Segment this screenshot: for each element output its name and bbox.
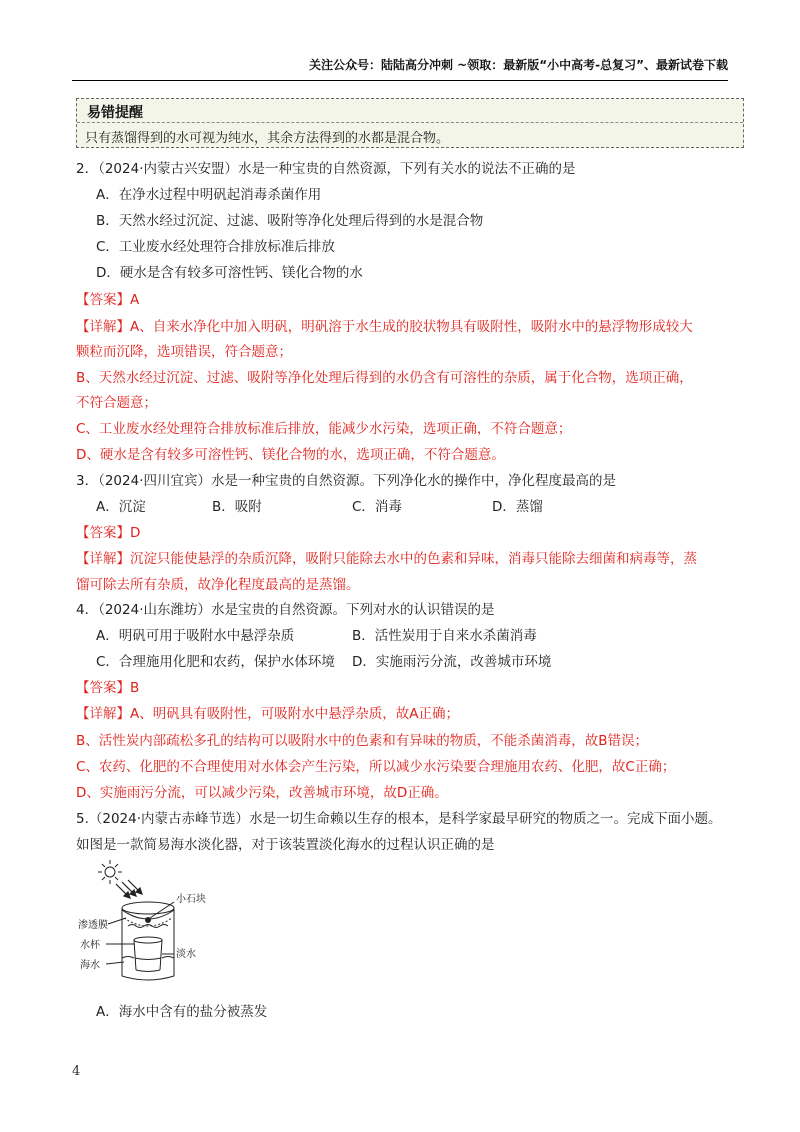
label-membrane: 渗透膜 xyxy=(78,920,108,931)
q4-option-b: B．活性炭用于自来水杀菌消毒 xyxy=(352,628,537,644)
q3-stem: 3．（2024·四川宜宾）水是一种宝贵的自然资源。下列净化水的操作中，净化程度最高的是 xyxy=(76,473,616,489)
q4-answer: 【答案】B xyxy=(76,680,140,696)
q4-stem: 4．（2024·山东潍坊）水是宝贵的自然资源。下列对水的认识错误的是 xyxy=(76,602,495,618)
tip-title: 易错提醒 xyxy=(87,105,143,121)
q2-detail-line: D、硬水是含有较多可溶性钙、镁化合物的水，选项正确，不符合题意。 xyxy=(76,447,505,463)
q2-option-c: C．工业废水经处理符合排放标准后排放 xyxy=(96,239,335,255)
page-number: 4 xyxy=(72,1064,81,1079)
q4-detail-line: D、实施雨污分流，可以减少污染，改善城市环境，故D正确。 xyxy=(76,785,448,801)
label-fresh-water: 淡水 xyxy=(176,949,196,960)
q4-detail-line: C、农药、化肥的不合理使用对水体会产生污染，所以减少水污染要合理施用农药、化肥，故C正确； xyxy=(76,759,676,775)
q2-option-a: A．在净水过程中明矾起消毒杀菌作用 xyxy=(96,187,322,203)
q4-detail-line: 【详解】A、明矾具有吸附性，可吸附水中悬浮杂质，故A正确； xyxy=(76,706,459,722)
q3-answer: 【答案】D xyxy=(76,525,141,541)
q2-detail-line: 颗粒而沉降，选项错误，符合题意； xyxy=(76,344,292,360)
q4-option-c: C．合理施用化肥和农药，保护水体环境 xyxy=(96,654,335,670)
q2-stem: 2．（2024·内蒙古兴安盟）水是一种宝贵的自然资源，下列有关水的说法不正确的是 xyxy=(76,161,576,177)
q3-detail-line: 馏可除去所有杂质，故净化程度最高的是蒸馏。 xyxy=(76,577,360,593)
q3-option-a: A．沉淀 xyxy=(96,499,146,515)
q2-option-b: B．天然水经过沉淀、过滤、吸附等净化处理后得到的水是混合物 xyxy=(96,213,484,229)
q2-detail-line: B、天然水经过沉淀、过滤、吸附等净化处理后得到的水仍含有可溶性的杂质，属于化合物，选项正确， xyxy=(76,370,693,386)
desalinator-diagram xyxy=(78,858,228,988)
tip-text: 只有蒸馏得到的水可视为纯水，其余方法得到的水都是混合物。 xyxy=(85,131,450,146)
q5-stem: 5.（2024·内蒙古赤峰节选）水是一切生命赖以生存的根本，是科学家最早研究的物质之一。完成下面小题。 xyxy=(76,811,722,827)
q2-detail-line: 【详解】A、自来水净化中加入明矾，明矾溶于水生成的胶状物具有吸附性，吸附水中的悬浮物形成较大 xyxy=(76,319,693,335)
q3-option-c: C．消毒 xyxy=(352,499,402,515)
q4-detail-line: B、活性炭内部疏松多孔的结构可以吸附水中的色素和有异味的物质，不能杀菌消毒，故B错误； xyxy=(76,733,649,749)
page-header: 关注公众号：陆陆高分冲刺 ~领取：最新版“小中高考-总复习”、最新试卷下载 xyxy=(309,58,728,72)
header-divider xyxy=(72,80,728,81)
q3-option-b: B．吸附 xyxy=(212,499,262,515)
label-sea-water: 海水 xyxy=(80,960,100,971)
q5-option-a: A．海水中含有的盐分被蒸发 xyxy=(96,1004,268,1020)
q2-detail-line: C、工业废水经处理符合排放标准后排放，能减少水污染，选项正确，不符合题意； xyxy=(76,421,572,437)
sun-icon xyxy=(98,860,122,884)
q4-option-a: A．明矾可用于吸附水中悬浮杂质 xyxy=(96,628,295,644)
label-stone: 小石块 xyxy=(176,894,206,905)
q5-stem-2: 如图是一款简易海水淡化器，对于该装置淡化海水的过程认识正确的是 xyxy=(76,837,495,853)
q3-option-d: D．蒸馏 xyxy=(492,499,543,515)
sunlight-arrows xyxy=(116,880,142,898)
q2-detail-line: 不符合题意； xyxy=(76,395,157,411)
desalinator-figure xyxy=(78,858,228,988)
q3-detail-line: 【详解】沉淀只能使悬浮的杂质沉降，吸附只能除去水中的色素和异味，消毒只能除去细菌和病毒等，蒸 xyxy=(76,551,697,567)
tip-divider xyxy=(77,122,743,123)
q2-answer: 【答案】A xyxy=(76,292,140,308)
q4-option-d: D．实施雨污分流，改善城市环境 xyxy=(352,654,552,670)
tip-box xyxy=(76,98,744,148)
q2-option-d: D．硬水是含有较多可溶性钙、镁化合物的水 xyxy=(96,265,363,281)
label-cup: 水杯 xyxy=(80,940,100,951)
